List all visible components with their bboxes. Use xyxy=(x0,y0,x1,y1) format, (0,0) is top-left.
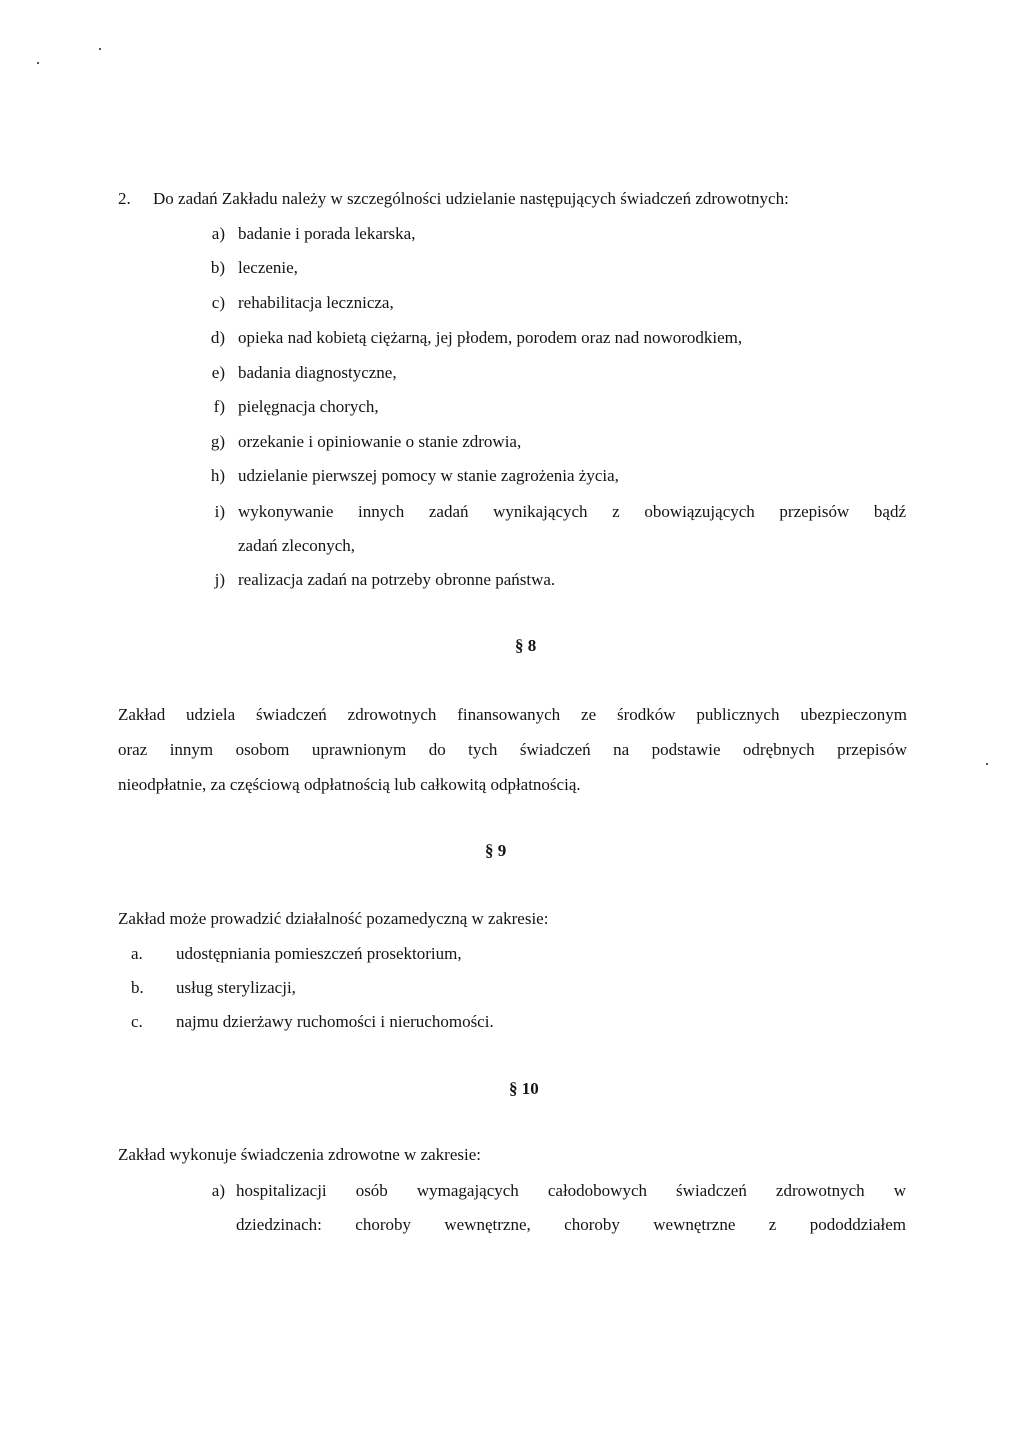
list-item-text: hospitalizacji osób wymagających całodobowych świadczeń zdrowotnych w xyxy=(236,1181,906,1200)
list-item-label: g) xyxy=(210,432,225,451)
scan-speck xyxy=(99,48,101,50)
list-item-label: c) xyxy=(211,293,225,312)
list-item-label: j) xyxy=(214,570,225,589)
list-item-label: f) xyxy=(213,397,225,416)
list-item-text: wykonywanie innych zadań wynikających z obowiązujących przepisów bądź xyxy=(238,502,906,521)
scan-speck xyxy=(37,62,39,64)
list-item-text: udzielanie pierwszej pomocy w stanie zagrożenia życia, xyxy=(238,466,619,485)
point-2-text: Do zadań Zakładu należy w szczególności udzielanie następujących świadczeń zdrowotnych: xyxy=(153,189,789,208)
list-item-text: badania diagnostyczne, xyxy=(238,363,397,382)
list-item-text: udostępniania pomieszczeń prosektorium, xyxy=(176,944,462,963)
list-item-text: opieka nad kobietą ciężarną, jej płodem, porodem oraz nad noworodkiem, xyxy=(238,328,743,347)
section-heading: § 10 xyxy=(509,1079,539,1098)
point-2-number: 2. xyxy=(118,189,131,208)
section-heading: § 9 xyxy=(485,841,507,860)
list-item-label: a) xyxy=(211,1181,225,1200)
list-item-text: rehabilitacja lecznicza, xyxy=(238,293,394,312)
list-item-label: e) xyxy=(211,363,225,382)
list-item-text: usług sterylizacji, xyxy=(176,978,296,997)
section-heading: § 8 xyxy=(515,636,537,655)
list-item-label: a. xyxy=(131,944,143,963)
section-intro: Zakład wykonuje świadczenia zdrowotne w zakresie: xyxy=(118,1145,481,1164)
list-item-text: orzekanie i opiniowanie o stanie zdrowia, xyxy=(238,432,522,451)
list-item-text-continued: dziedzinach: choroby wewnętrzne, choroby wewnętrzne z pododdziałem xyxy=(236,1215,906,1234)
list-item-text: pielęgnacja chorych, xyxy=(238,397,379,416)
list-item-label: a) xyxy=(211,224,225,243)
paragraph-line: oraz innym osobom uprawnionym do tych świadczeń na podstawie odrębnych przepisów xyxy=(118,740,907,759)
list-item-label: i) xyxy=(214,502,225,521)
list-item-text-continued: zadań zleconych, xyxy=(238,536,356,555)
paragraph-line: Zakład udziela świadczeń zdrowotnych finansowanych ze środków publicznych ubezpieczonym xyxy=(118,705,907,724)
list-item-label: d) xyxy=(210,328,225,347)
list-item-text: leczenie, xyxy=(238,258,298,277)
list-item-text: badanie i porada lekarska, xyxy=(238,224,416,243)
list-item-label: c. xyxy=(131,1012,143,1031)
section-intro: Zakład może prowadzić działalność pozamedyczną w zakresie: xyxy=(118,909,549,928)
list-item-label: b. xyxy=(131,978,144,997)
paragraph-line: nieodpłatnie, za częściową odpłatnością lub całkowitą odpłatnością. xyxy=(118,775,581,794)
list-item-text: realizacja zadań na potrzeby obronne państwa. xyxy=(238,570,556,589)
list-item-label: b) xyxy=(210,258,225,277)
list-item-label: h) xyxy=(210,466,225,485)
scan-speck xyxy=(986,763,988,765)
list-item-text: najmu dzierżawy ruchomości i nieruchomości. xyxy=(176,1012,494,1031)
